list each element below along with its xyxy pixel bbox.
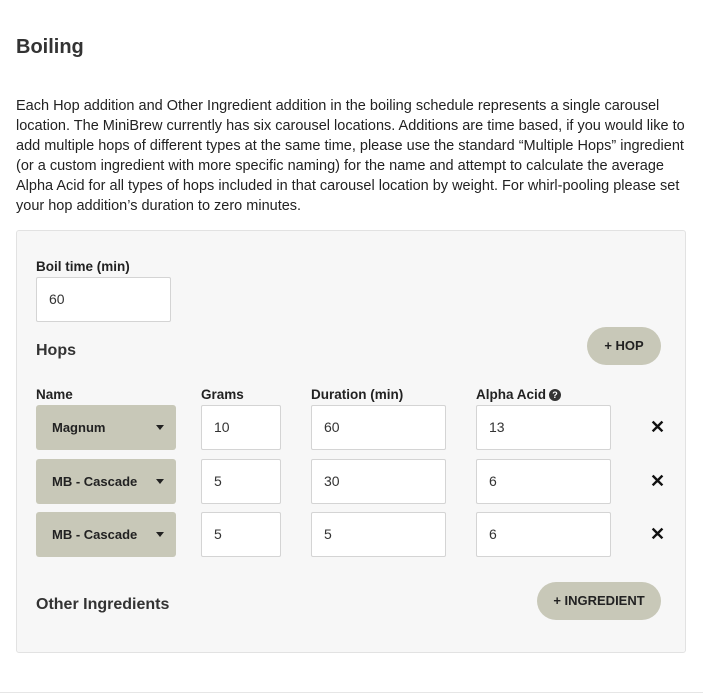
column-alpha-acid-header: [476, 387, 561, 402]
hop-name-value: MB - Cascade: [52, 474, 138, 489]
alpha-acid-label: Alpha Acid: [476, 387, 547, 402]
hop-grams-input[interactable]: 5: [201, 459, 281, 504]
hop-name-value: Magnum: [52, 420, 106, 435]
close-icon[interactable]: ✕: [650, 524, 666, 544]
chevron-down-icon: [156, 479, 164, 484]
hop-name-value: MB - Cascade: [52, 527, 138, 542]
boil-time-label: Boil time (min): [36, 259, 130, 274]
add-ingredient-button[interactable]: + INGREDIENT: [537, 582, 661, 620]
hop-name-select[interactable]: [36, 512, 176, 557]
hop-alpha-acid-input[interactable]: 6: [476, 459, 611, 504]
hop-duration-input[interactable]: 5: [311, 512, 446, 557]
hop-alpha-acid-input[interactable]: 13: [476, 405, 611, 450]
page-description: Each Hop addition and Other Ingredient addition in the boiling schedule represents a single carousel location. The MiniBrew currently has six carousel locations. Additions are time based, if you would like to add multiple hops of different types at the same time, please use the standard “Multiple Hops” ingredient (or a custom ingredient with more specific naming) for the name and attempt to calculate the average Alpha Acid for all types of hops included in that carousel location by weight. For whirl-pooling please set your hop addition’s duration to zero minutes.: [16, 98, 685, 214]
hop-grams-input[interactable]: 5: [201, 512, 281, 557]
divider: [0, 692, 703, 693]
hops-heading: Hops: [36, 342, 76, 359]
page-title: Boiling: [16, 36, 84, 58]
hop-duration-input[interactable]: 30: [311, 459, 446, 504]
hop-name-select[interactable]: [36, 459, 176, 504]
add-hop-button[interactable]: + HOP: [587, 327, 661, 365]
hop-duration-input[interactable]: 60: [311, 405, 446, 450]
hop-alpha-acid-input[interactable]: 6: [476, 512, 611, 557]
other-ingredients-heading: Other Ingredients: [36, 596, 170, 613]
chevron-down-icon: [156, 532, 164, 537]
column-duration-header: Duration (min): [311, 387, 404, 402]
hop-name-select[interactable]: [36, 405, 176, 450]
help-icon[interactable]: ?: [549, 389, 561, 401]
column-name-header: Name: [36, 387, 73, 402]
column-grams-header: Grams: [201, 387, 244, 402]
hop-grams-input[interactable]: 10: [201, 405, 281, 450]
boiling-panel: [16, 230, 686, 653]
close-icon[interactable]: ✕: [650, 471, 666, 491]
boil-time-input[interactable]: 60: [36, 277, 171, 322]
chevron-down-icon: [156, 425, 164, 430]
close-icon[interactable]: ✕: [650, 417, 666, 437]
